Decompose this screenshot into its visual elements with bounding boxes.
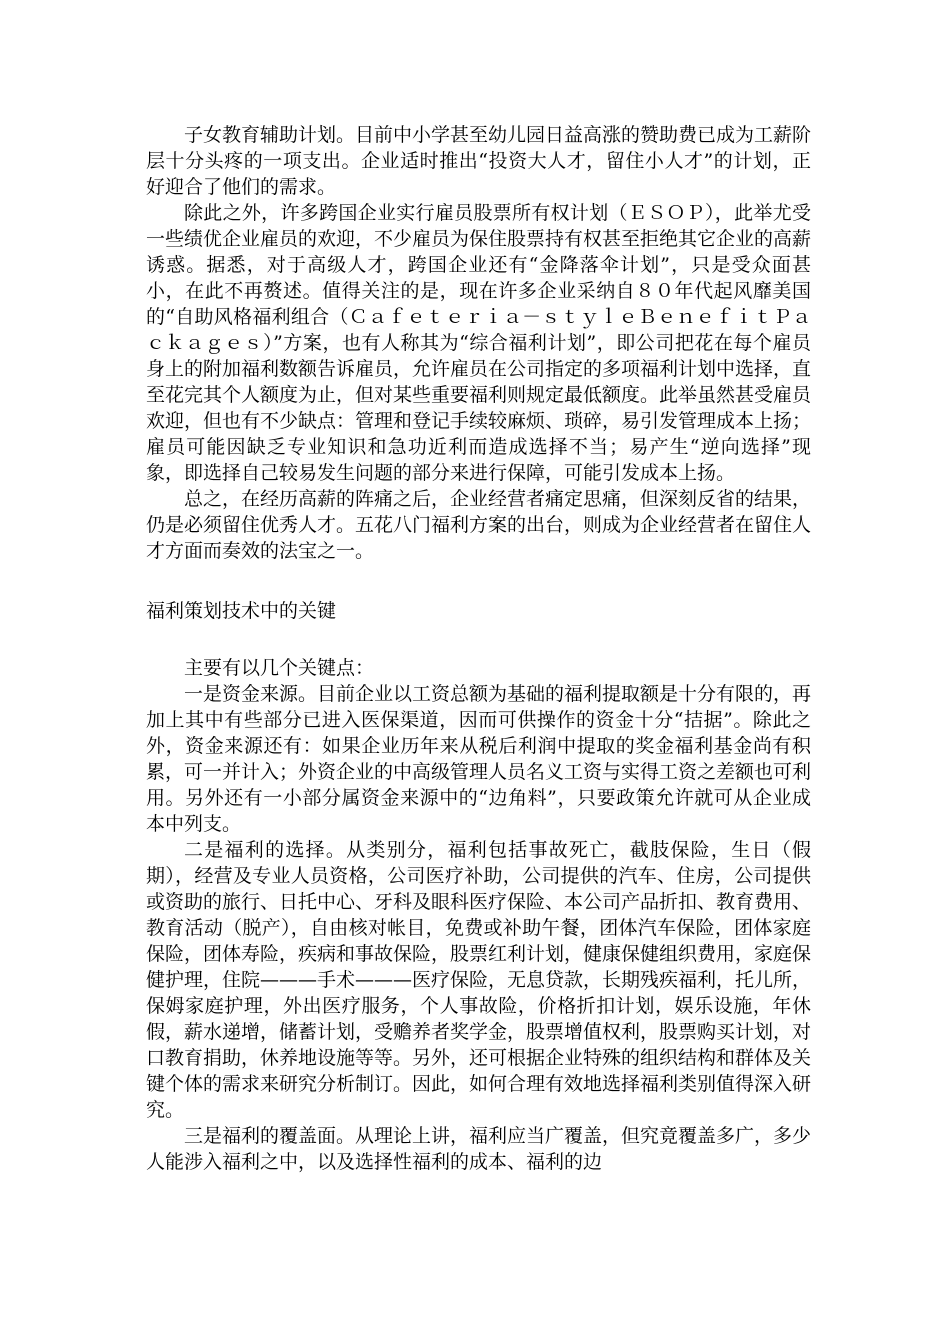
paragraph-benefit-selection: 二是福利的选择。从类别分，福利包括事故死亡，截肢保险，生日（假期），经营及专业人员资格，公司医疗补助，公司提供的汽车、住房，公司提供或资助的旅行、日托中心、牙科及眼科医疗保险、本公司产品折扣、教育费用、教育活动（脱产），自由核对帐目，免费或补助午餐，团体汽车保险，团体家庭保险，团体寿险，疾病和事故保险，股票红利计划，健康保健组织费用，家庭保健护理，住院———手术———医疗保险，无息贷款，长期残疾福利，托儿所，保姆家庭护理，外出医疗服务，个人事故险，价格折扣计划，娱乐设施，年休假，薪水递增，储蓄计划，受赡养者奖学金，股票增值权利，股票购买计划，对口教育捐助，休养地设施等等。另外，还可根据企业特殊的组织结构和群体及关键个体的需求来研究分析制订。因此，如何合理有效地选择福利类别值得深入研究。	[146, 839, 812, 1121]
section-heading: 福利策划技术中的关键	[146, 600, 337, 622]
spacer	[146, 624, 811, 655]
paragraph-child-education: 子女教育辅助计划。目前中小学甚至幼儿园日益高涨的赞助费已成为工薪阶层十分头疼的一项支出。企业适时推出“投资大人才，留住小人才”的计划，正好迎合了他们的需求。	[146, 124, 812, 198]
paragraph-esop: 除此之外，许多跨国企业实行雇员股票所有权计划（ＥＳＯＰ），此举尤受一些绩优企业雇员的欢迎，不少雇员为保住股票持有权甚至拒绝其它企业的高薪诱惑。据悉，对于高级人才，跨国企业还有“金降落伞计划”，只是受众面甚小，在此不再赘述。值得关注的是，现在许多企业采纳自８０年代起风靡美国的“自助风格福利组合（Ｃａｆｅｔｅｒｉａ－ｓｔｙｌｅＢｅｎｅｆｉｔＰａｃｋａｇｅｓ）”方案，也有人称其为“综合福利计划”，即公司把花在每个雇员身上的附加福利数额告诉雇员，允许雇员在公司指定的多项福利计划中选择，直至花完其个人额度为止，但对某些重要福利则规定最低额度。此举虽然甚受雇员欢迎，但也有不少缺点：管理和登记手续较麻烦、琐碎，易引发管理成本上扬；雇员可能因缺乏专业知识和急功近利而造成选择不当；易产生“逆向选择”现象，即选择自己较易发生问题的部分来进行保障，可能引发成本上扬。	[146, 202, 812, 484]
paragraph-funding-source: 一是资金来源。目前企业以工资总额为基础的福利提取额是十分有限的，再加上其中有些部分已进入医保渠道，因而可供操作的资金十分“拮据”。除此之外，资金来源还有：如果企业历年来从税后利润中提取的奖金福利基金尚有积累，可一并计入；外资企业的中高级管理人员名义工资与实得工资之差额也可利用。另外还有一小部分属资金来源中的“边角料”，只要政策允许就可从企业成本中列支。	[146, 683, 812, 835]
paragraph-conclusion: 总之，在经历高薪的阵痛之后，企业经营者痛定思痛，但深刻反省的结果，仍是必须留住优秀人才。五花八门福利方案的出台，则成为企业经营者在留住人才方面而奏效的法宝之一。	[146, 488, 812, 562]
paragraph-key-points-intro: 主要有以几个关键点：	[184, 657, 375, 679]
paragraph-coverage: 三是福利的覆盖面。从理论上讲，福利应当广覆盖，但究竟覆盖多广，多少人能涉入福利之中，以及选择性福利的成本、福利的边	[146, 1125, 812, 1173]
document-body	[146, 122, 811, 1175]
spacer	[146, 564, 811, 598]
